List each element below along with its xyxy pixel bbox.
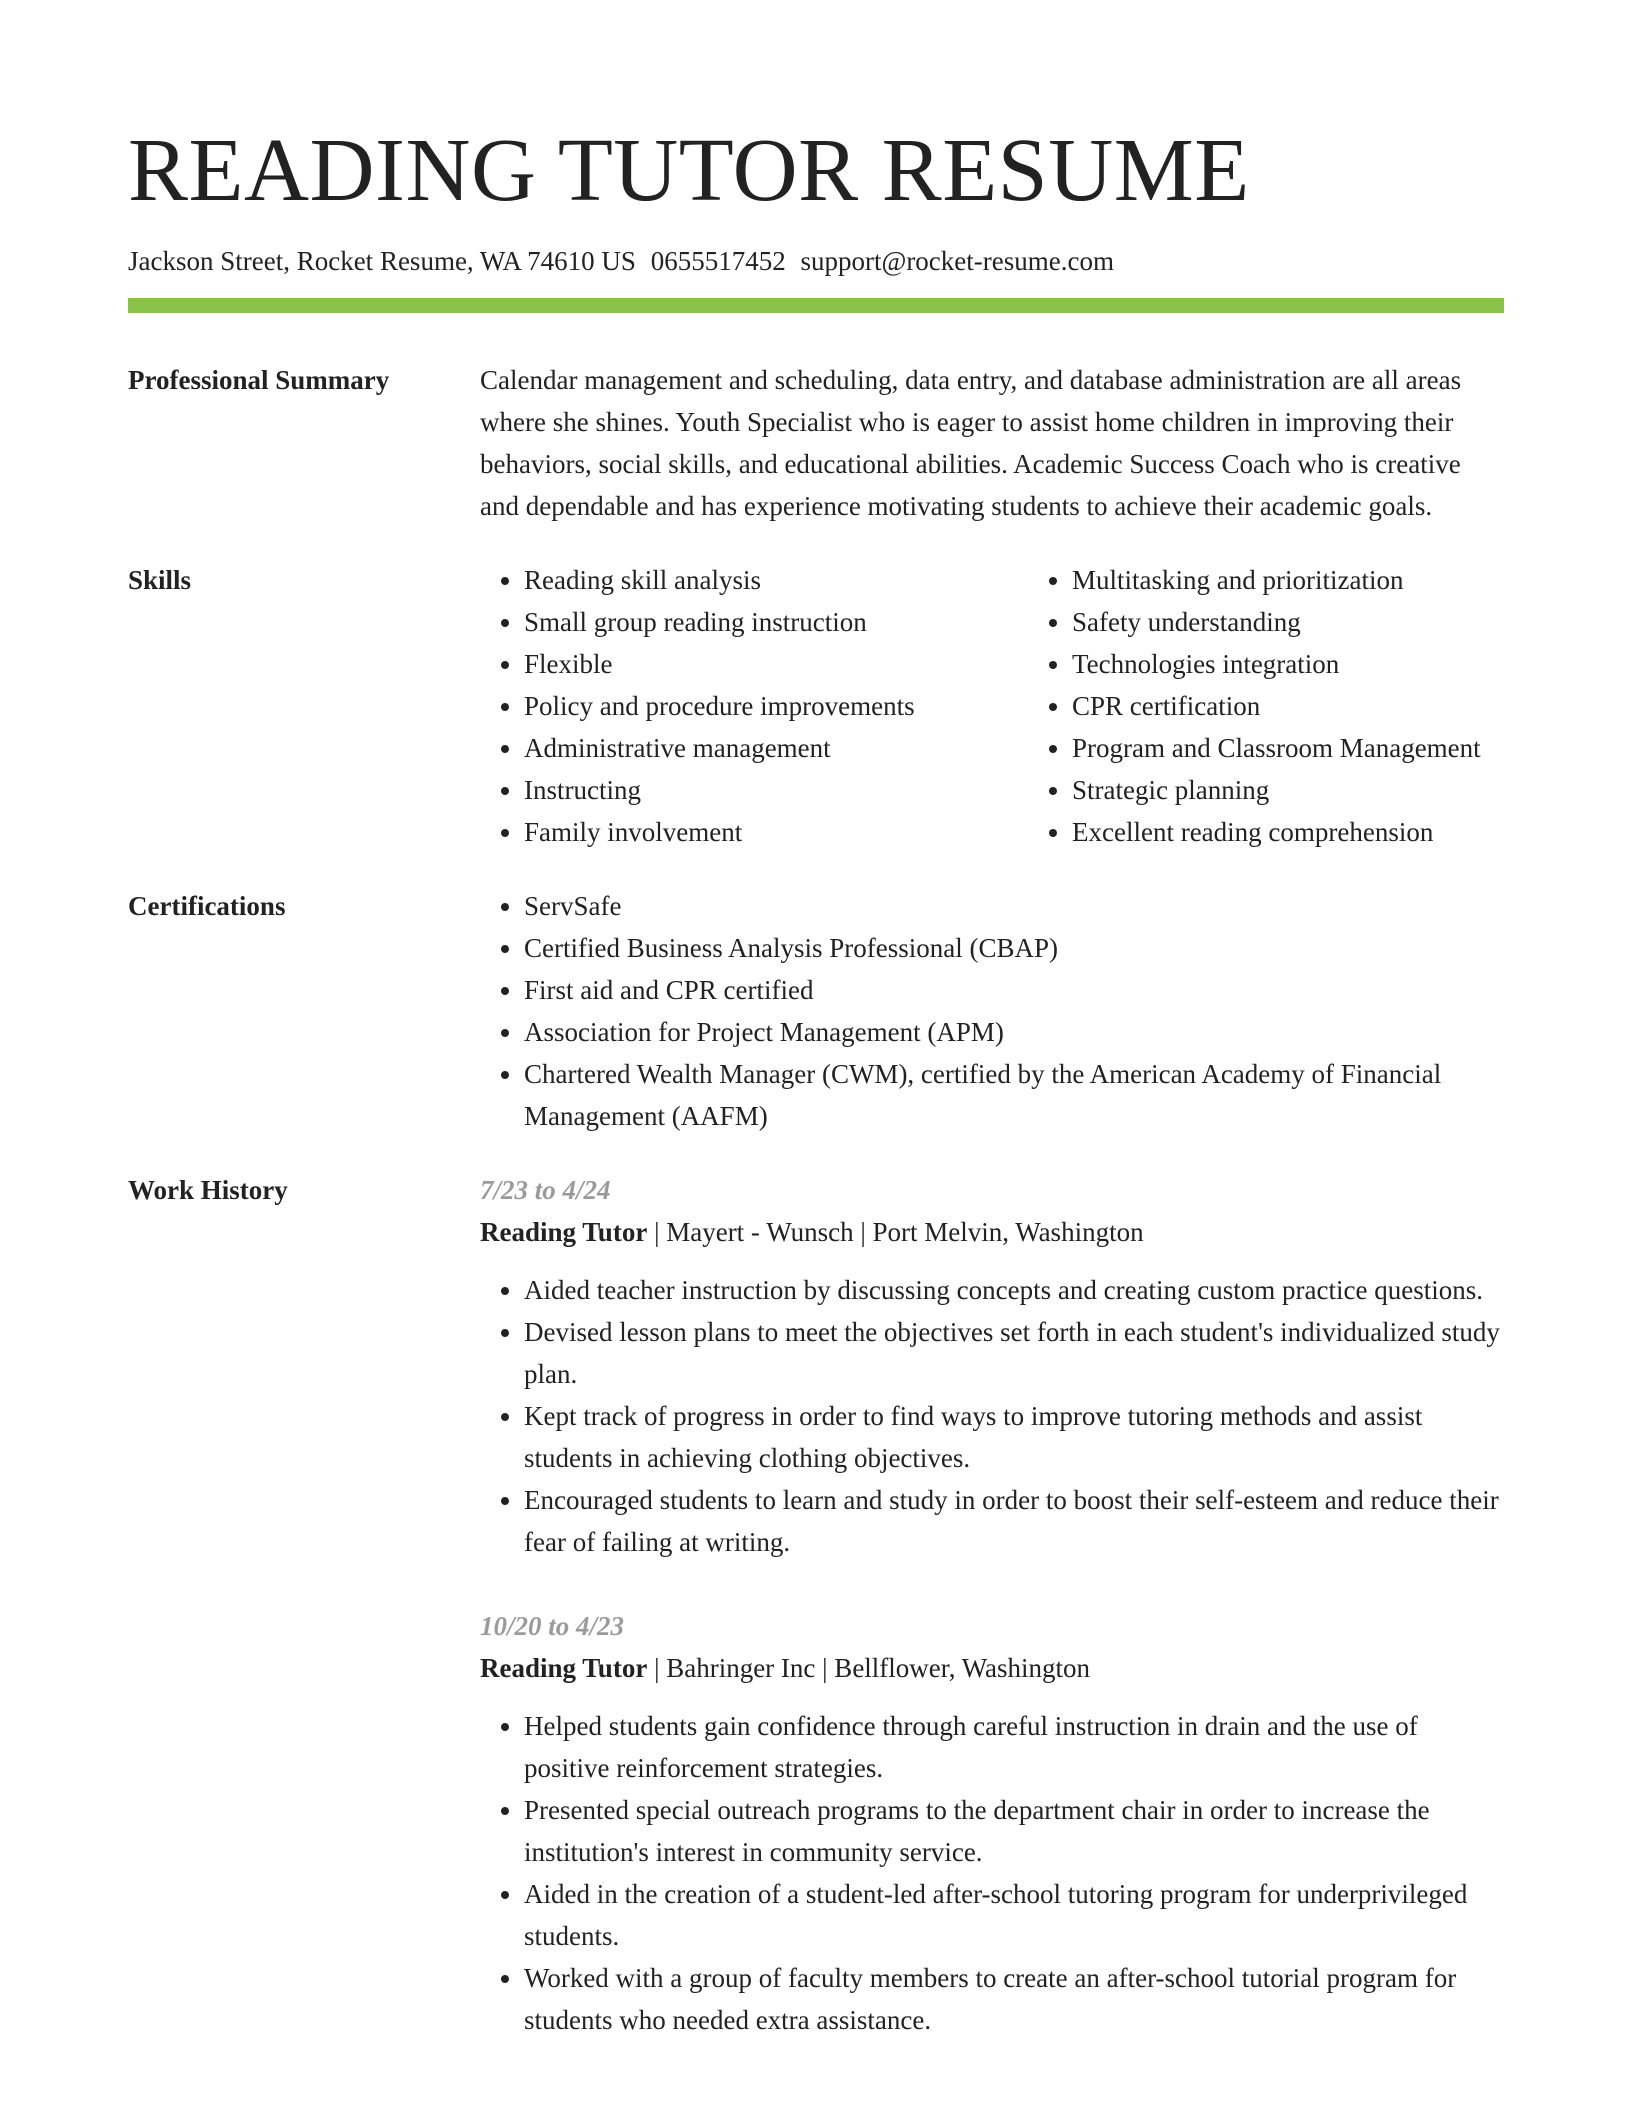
job-entry bbox=[480, 1605, 1504, 2041]
skill-item: • Small group reading instruction bbox=[524, 601, 1028, 643]
work-history-body bbox=[480, 1169, 1504, 2041]
certification-item: • Association for Project Management (APM) bbox=[524, 1011, 1504, 1053]
job-title: Reading Tutor bbox=[480, 1217, 648, 1247]
job-details: | Mayert - Wunsch | Port Melvin, Washington bbox=[647, 1217, 1144, 1247]
summary-heading: Professional Summary bbox=[128, 365, 390, 395]
job-bullets bbox=[480, 1705, 1504, 2041]
work-history-section bbox=[128, 1169, 1504, 2041]
job-bullet: • Presented special outreach programs to the department chair in order to increase the institution's interest in community service. bbox=[524, 1789, 1504, 1873]
job-bullet: • Aided teacher instruction by discussing concepts and creating custom practice questions. bbox=[524, 1269, 1504, 1311]
certifications-heading: Certifications bbox=[128, 891, 286, 921]
skill-item: • Technologies integration bbox=[1072, 643, 1504, 685]
skills-body bbox=[480, 559, 1504, 853]
certification-item: • First aid and CPR certified bbox=[524, 969, 1504, 1011]
contact-phone: 0655517452 bbox=[650, 246, 786, 276]
summary-body bbox=[480, 359, 1504, 527]
skills-heading: Skills bbox=[128, 565, 192, 595]
resume-name: READING TUTOR RESUME bbox=[128, 121, 1250, 220]
skill-item: • Strategic planning bbox=[1072, 769, 1504, 811]
work-history-heading: Work History bbox=[128, 1175, 288, 1205]
accent-divider bbox=[128, 298, 1504, 313]
contact-email: support@rocket-resume.com bbox=[800, 246, 1114, 276]
certification-item: • Chartered Wealth Manager (CWM), certified by the American Academy of Financial Management (AAFM) bbox=[524, 1053, 1504, 1137]
skill-item: • Program and Classroom Management bbox=[1072, 727, 1504, 769]
skill-item: • Safety understanding bbox=[1072, 601, 1504, 643]
job-bullets bbox=[480, 1269, 1504, 1563]
certifications-list bbox=[480, 885, 1504, 1137]
resume-page bbox=[128, 118, 1504, 2041]
skill-item: • Flexible bbox=[524, 643, 1028, 685]
job-title: Reading Tutor bbox=[480, 1653, 648, 1683]
summary-section bbox=[128, 359, 1504, 527]
skill-item: • Administrative management bbox=[524, 727, 1028, 769]
contact-line bbox=[128, 244, 1504, 278]
job-dates: 10/20 to 4/23 bbox=[480, 1611, 625, 1641]
contact-address: Jackson Street, Rocket Resume, WA 74610 US bbox=[128, 246, 636, 276]
job-details: | Bahringer Inc | Bellflower, Washington bbox=[647, 1653, 1091, 1683]
job-bullet: • Helped students gain confidence through careful instruction in drain and the use of positive reinforcement strategies. bbox=[524, 1705, 1504, 1789]
job-bullet: • Kept track of progress in order to find ways to improve tutoring methods and assist students in achieving clothing objectives. bbox=[524, 1395, 1504, 1479]
skills-list-left bbox=[480, 559, 1028, 853]
skill-item: • Family involvement bbox=[524, 811, 1028, 853]
certifications-section bbox=[128, 885, 1504, 1137]
skill-item: • Policy and procedure improvements bbox=[524, 685, 1028, 727]
certifications-body bbox=[480, 885, 1504, 1137]
job-bullet: • Encouraged students to learn and study in order to boost their self-esteem and reduce their fear of failing at writing. bbox=[524, 1479, 1504, 1563]
job-bullet: • Aided in the creation of a student-led after-school tutoring program for underprivileged students. bbox=[524, 1873, 1504, 1957]
job-bullet: • Devised lesson plans to meet the objectives set forth in each student's individualized study plan. bbox=[524, 1311, 1504, 1395]
skill-item: • Excellent reading comprehension bbox=[1072, 811, 1504, 853]
skill-item: • Reading skill analysis bbox=[524, 559, 1028, 601]
summary-text: Calendar management and scheduling, data entry, and database administration are all areas where she shines. Youth Specialist who is eager to assist home children in improving their behaviors, social skills, and educational abilities. Academic Success Coach who is creative and dependable and has experience motivating students to achieve their academic goals. bbox=[480, 365, 1462, 521]
job-entry bbox=[480, 1169, 1504, 1563]
certification-item: • ServSafe bbox=[524, 885, 1504, 927]
job-bullet: • Worked with a group of faculty members to create an after-school tutorial program for students who needed extra assistance. bbox=[524, 1957, 1504, 2041]
job-dates: 7/23 to 4/24 bbox=[480, 1175, 611, 1205]
skill-item: • Instructing bbox=[524, 769, 1028, 811]
skill-item: • CPR certification bbox=[1072, 685, 1504, 727]
skill-item: • Multitasking and prioritization bbox=[1072, 559, 1504, 601]
skills-list-right bbox=[1028, 559, 1504, 853]
certification-item: • Certified Business Analysis Professional (CBAP) bbox=[524, 927, 1504, 969]
skills-section bbox=[128, 559, 1504, 853]
job-header bbox=[480, 1647, 1504, 1689]
job-header bbox=[480, 1211, 1504, 1253]
